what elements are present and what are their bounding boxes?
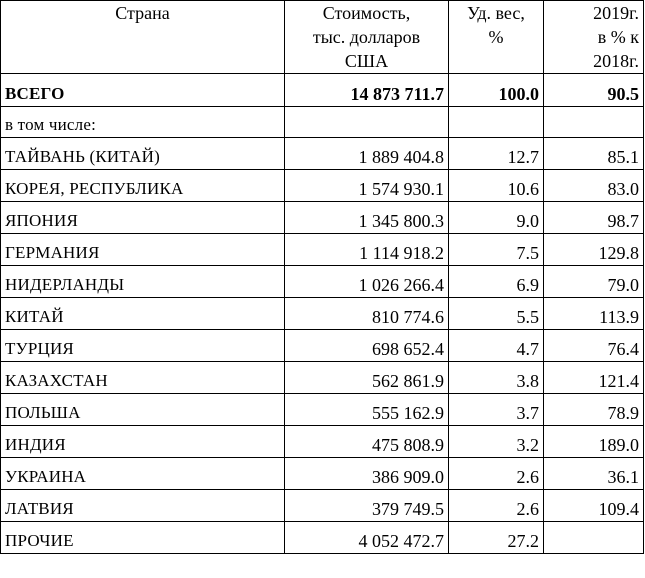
country-value: 810 774.6: [285, 298, 449, 330]
country-share: 3.8: [449, 362, 544, 394]
header-country: [1, 1, 285, 74]
country-index: 76.4: [544, 330, 644, 362]
subheading-row: [1, 107, 644, 138]
country-index: 83.0: [544, 170, 644, 202]
table-body: [1, 74, 644, 554]
country-share: 27.2: [449, 522, 544, 554]
table-row: [1, 202, 644, 234]
country-share: 3.7: [449, 394, 544, 426]
country-value: 555 162.9: [285, 394, 449, 426]
table-row: [1, 298, 644, 330]
country-value: 4 052 472.7: [285, 522, 449, 554]
country-value: 1 574 930.1: [285, 170, 449, 202]
country-name: НИДЕРЛАНДЫ: [1, 266, 285, 298]
country-share: 2.6: [449, 458, 544, 490]
header-value-line-1: Стоимость,: [322, 3, 411, 23]
country-name: УКРАИНА: [1, 458, 285, 490]
country-name: ПОЛЬША: [1, 394, 285, 426]
header-row: [1, 1, 644, 74]
country-share: 7.5: [449, 234, 544, 266]
country-value: 1 026 266.4: [285, 266, 449, 298]
country-value: 379 749.5: [285, 490, 449, 522]
country-name: КАЗАХСТАН: [1, 362, 285, 394]
country-index: 36.1: [544, 458, 644, 490]
country-index: 189.0: [544, 426, 644, 458]
header-index: [544, 1, 644, 74]
country-value: 1 889 404.8: [285, 138, 449, 170]
subheading-empty-value: [285, 107, 449, 138]
country-share: 2.6: [449, 490, 544, 522]
country-index: 113.9: [544, 298, 644, 330]
country-value: 698 652.4: [285, 330, 449, 362]
country-share: 10.6: [449, 170, 544, 202]
country-name: ЛАТВИЯ: [1, 490, 285, 522]
country-index: 78.9: [544, 394, 644, 426]
country-value: 562 861.9: [285, 362, 449, 394]
header-share: [449, 1, 544, 74]
table-row: [1, 490, 644, 522]
country-name: КИТАЙ: [1, 298, 285, 330]
country-value: 1 114 918.2: [285, 234, 449, 266]
country-name: ТУРЦИЯ: [1, 330, 285, 362]
country-share: 3.2: [449, 426, 544, 458]
country-name: ПРОЧИЕ: [1, 522, 285, 554]
subheading-empty-index: [544, 107, 644, 138]
table-row: [1, 330, 644, 362]
header-value-line-2: тыс. долларов: [312, 27, 421, 47]
header-country-label: Страна: [115, 3, 170, 23]
table-row: [1, 266, 644, 298]
country-share: 5.5: [449, 298, 544, 330]
header-share-line-1: Уд. вес,: [467, 3, 525, 23]
header-index-line-2: в % к: [597, 27, 639, 47]
header-share-line-2: %: [488, 27, 504, 47]
country-value: 1 345 800.3: [285, 202, 449, 234]
country-index: 85.1: [544, 138, 644, 170]
total-value: 14 873 711.7: [285, 74, 449, 107]
table-row: [1, 426, 644, 458]
header-value-line-3: США: [344, 51, 389, 71]
subheading-label: в том числе:: [1, 107, 285, 138]
country-value: 475 808.9: [285, 426, 449, 458]
table-row: [1, 394, 644, 426]
total-label: ВСЕГО: [1, 74, 285, 107]
country-name: КОРЕЯ, РЕСПУБЛИКА: [1, 170, 285, 202]
country-name: ТАЙВАНЬ (КИТАЙ): [1, 138, 285, 170]
country-index: 98.7: [544, 202, 644, 234]
country-share: 9.0: [449, 202, 544, 234]
table-row: [1, 234, 644, 266]
country-share: 6.9: [449, 266, 544, 298]
country-index: 129.8: [544, 234, 644, 266]
country-index: 109.4: [544, 490, 644, 522]
total-share: 100.0: [449, 74, 544, 107]
table-row: [1, 522, 644, 554]
subheading-empty-share: [449, 107, 544, 138]
country-name: ГЕРМАНИЯ: [1, 234, 285, 266]
country-share: 4.7: [449, 330, 544, 362]
country-index: 79.0: [544, 266, 644, 298]
header-index-line-1: 2019г.: [593, 3, 639, 23]
header-value: [285, 1, 449, 74]
table-row: [1, 138, 644, 170]
country-name: ЯПОНИЯ: [1, 202, 285, 234]
table-row: [1, 458, 644, 490]
total-index: 90.5: [544, 74, 644, 107]
country-index: 121.4: [544, 362, 644, 394]
country-index: [544, 522, 644, 554]
header-index-line-3: 2018г.: [593, 51, 639, 71]
total-row: [1, 74, 644, 107]
table-header: [1, 1, 644, 74]
country-value: 386 909.0: [285, 458, 449, 490]
country-share: 12.7: [449, 138, 544, 170]
table-row: [1, 362, 644, 394]
table-row: [1, 170, 644, 202]
country-name: ИНДИЯ: [1, 426, 285, 458]
